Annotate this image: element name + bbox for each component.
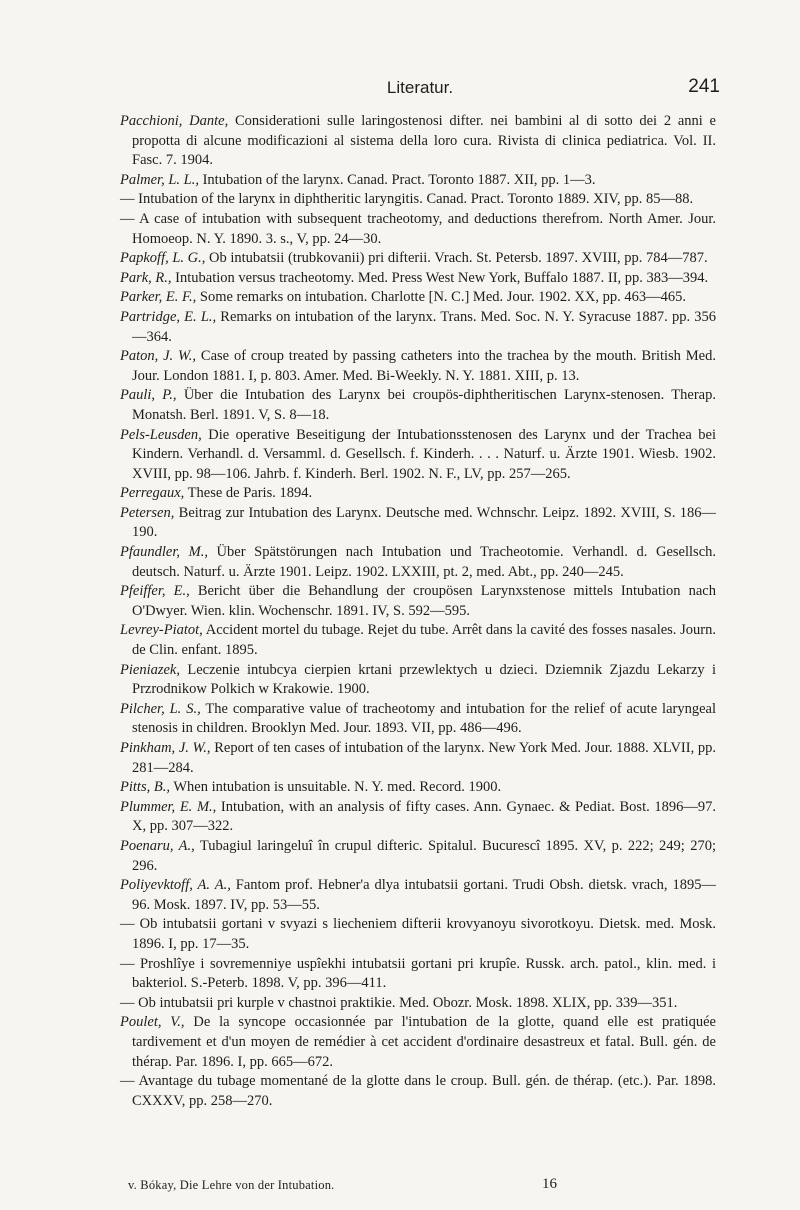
- entry-author: Plummer, E. M.,: [120, 798, 217, 815]
- bibliography-entry: [120, 308, 716, 347]
- entry-text: Tubagiul laringeluî în crupul difteric. Spitalul. Bucurescî 1895. XV, p. 222; 249; 270; 296.: [132, 837, 716, 874]
- entry-text: — Ob intubatsii gortani v svyazi s liecheniem difterii krovyanoyu sivorotkoyu. Dietsk. med. Mosk. 1896. I, pp. 17—35.: [120, 916, 716, 952]
- entry-text: Some remarks on intubation. Charlotte [N. C.] Med. Jour. 1902. XX, pp. 463—465.: [196, 289, 686, 306]
- bibliography-entry: [120, 249, 716, 269]
- bibliography-entry: [120, 955, 716, 994]
- entry-author: Pitts, B.,: [120, 779, 170, 796]
- entry-text: De la syncope occasionnée par l'intubation de la glotte, quand elle est pratiquée tardivement et d'un moyen de remédier à cet accident d'ordinaire desastreux et fatal. Bull. gén. de thérap. Par. 1896. I, pp. 665—672.: [132, 1014, 716, 1070]
- bibliography-entry: [120, 994, 716, 1014]
- entry-author: Poulet, V.,: [120, 1014, 185, 1031]
- bibliography-entry: [120, 837, 716, 876]
- entry-author: Papkoff, L. G.,: [120, 250, 206, 267]
- bibliography-entry: [120, 915, 716, 954]
- bibliography-entry: [120, 543, 716, 582]
- entry-author: Pinkham, J. W.,: [120, 740, 211, 756]
- bibliography-entry: [120, 269, 716, 289]
- entry-text: Intubation, with an analysis of fifty cases. Ann. Gynaec. & Pediat. Bost. 1896—97. X, pp. 307—322.: [132, 798, 716, 835]
- bibliography-entry: [120, 661, 716, 700]
- entry-text: — Ob intubatsii pri kurple v chastnoi praktikie. Med. Obozr. Mosk. 1898. XLIX, pp. 339—351.: [120, 994, 678, 1011]
- entry-author: Parker, E. F.,: [120, 289, 197, 306]
- entry-author: Pieniazek,: [120, 661, 180, 678]
- entry-text: Über die Intubation des Larynx bei croupös-diphtheritischen Larynx-stenosen. Therap. Monatsh. Berl. 1891. V, S. 8—18.: [132, 387, 716, 423]
- entry-text: Ob intubatsii (trubkovanii) pri difterii. Vrach. St. Petersb. 1897. XVIII, pp. 784—787.: [205, 250, 708, 267]
- bibliography-entry: [120, 1013, 716, 1072]
- bibliography-entry: [120, 484, 716, 504]
- entry-author: Palmer, L. L.,: [120, 171, 199, 188]
- entry-author: Park, R.,: [120, 269, 172, 286]
- page-footer: [120, 1178, 720, 1196]
- entry-author: Pfaundler, M.,: [120, 544, 208, 561]
- entry-text: The comparative value of tracheotomy and intubation for the relief of acute laryngeal stenosis in children. Brooklyn Med. Jour. 1893. VII, pp. 486—496.: [132, 700, 716, 737]
- entry-text: Bericht über die Behandlung der croupösen Larynxstenose mittels Intubation nach O'Dwyer. Wien. klin. Wochenschr. 1891. IV, S. 592—595.: [132, 583, 716, 619]
- bibliography-entry: [120, 1072, 716, 1111]
- entry-text: These de Paris. 1894.: [184, 485, 313, 502]
- entry-text: — Intubation of the larynx in diphtheritic laryngitis. Canad. Pract. Toronto 1889. XIV, pp. 85—88.: [120, 191, 694, 208]
- bibliography-entry: [120, 386, 716, 425]
- entry-text: Beitrag zur Intubation des Larynx. Deutsche med. Wchnschr. Leipz. 1892. XVIII, S. 186—190.: [132, 504, 716, 541]
- bibliography-entry: [120, 798, 716, 837]
- entry-text: Accident mortel du tubage. Rejet du tube. Arrêt dans la cavité des fosses nasales. Journ. de Clin. enfant. 1895.: [132, 622, 716, 659]
- entry-author: Pilcher, L. S.,: [120, 700, 201, 717]
- entry-author: Pacchioni, Dante,: [120, 113, 229, 129]
- bibliography-entry: [120, 190, 716, 210]
- bibliography-entry: [120, 347, 716, 386]
- entry-author: Poliyevktoff, A. A.,: [120, 877, 231, 894]
- page-number: 241: [688, 76, 720, 97]
- entry-text: Considerationi sulle laringostenosi difter. nei bambini al di sotto dei 2 anni e propotta di alcune modificazioni al sistema della loro cura. Rivista di clinica pediatrica. Vol. II. Fasc. 7. 1904.: [132, 113, 716, 169]
- footer-book-title: v. Bókay, Die Lehre von der Intubation.: [128, 1178, 335, 1192]
- bibliography-entry: [120, 700, 716, 739]
- entry-text: Case of croup treated by passing catheters into the trachea by the mouth. British Med. Jour. London 1881. I, p. 803. Amer. Med. Bi-Weekly. N. Y. 1881. XIII, p. 13.: [132, 348, 716, 384]
- entry-author: Pauli, P.,: [120, 387, 177, 404]
- bibliography-entry: [120, 582, 716, 621]
- running-header: [120, 76, 720, 100]
- entry-author: Pels-Leusden,: [120, 426, 202, 443]
- entry-author: Partridge, E. L.,: [120, 308, 217, 325]
- bibliography-entry: [120, 876, 716, 915]
- entry-author: Pfeiffer, E.,: [120, 583, 190, 600]
- entry-author: Levrey-Piatot,: [120, 622, 203, 639]
- entry-text: — A case of intubation with subsequent tracheotomy, and deductions therefrom. North Amer. Jour. Homoeop. N. Y. 1890. 3. s., V, pp. 24—30.: [120, 210, 716, 247]
- entry-text: Leczenie intubcya cierpien krtani przewlektych u dzieci. Dziemnik Zjazdu Lekarzy i Przrodnikow Polkich w Krakowie. 1900.: [132, 661, 716, 698]
- entry-text: — Avantage du tubage momentané de la glotte dans le croup. Bull. gén. de thérap. (etc.). Par. 1898. CXXXV, pp. 258—270.: [120, 1073, 716, 1109]
- entry-author: Perregaux,: [120, 485, 185, 502]
- entry-text: Remarks on intubation of the larynx. Trans. Med. Soc. N. Y. Syracuse 1887. pp. 356—364.: [132, 308, 716, 345]
- entry-text: When intubation is unsuitable. N. Y. med. Record. 1900.: [169, 779, 502, 796]
- entry-text: — Proshlîye i sovremenniye uspîekhi intubatsii gortani pri krupîe. Russk. arch. patol., klin. med. i bakteriol. S.-Peterb. 1898. V, pp. 396—411.: [120, 955, 716, 992]
- entry-author: Poenaru, A.,: [120, 837, 195, 854]
- entry-author: Petersen,: [120, 504, 175, 521]
- bibliography-entry: [120, 739, 716, 778]
- bibliography-entry: [120, 171, 716, 191]
- entry-text: Report of ten cases of intubation of the larynx. New York Med. Jour. 1888. XLVII, pp. 281—284.: [132, 740, 716, 776]
- bibliography-entry: [120, 504, 716, 543]
- bibliography-entry: [120, 210, 716, 249]
- bibliography-entry: [120, 426, 716, 485]
- bibliography-entry: [120, 112, 716, 171]
- bibliography-entry: [120, 621, 716, 660]
- entry-text: Intubation versus tracheotomy. Med. Press West New York, Buffalo 1887. II, pp. 383—394.: [171, 269, 709, 286]
- running-title: Literatur.: [386, 78, 454, 97]
- entry-author: Paton, J. W.,: [120, 348, 197, 365]
- entry-text: Die operative Beseitigung der Intubationsstenosen des Larynx und der Trachea bei Kindern. Verhandl. d. Versamml. d. Gesellsch. f. Kinderh. . . . Naturf. u. Ärzte 1901. Wiesb. 1902. XVIII, pp. 98—106. Jahrb. f. Kinderh. Berl. 1902. N. F., LV, pp. 257—265.: [132, 426, 716, 482]
- entry-text: Über Spätstörungen nach Intubation und Tracheotomie. Verhandl. d. Gesellsch. deutsch. Naturf. u. Ärzte 1901. Leipz. 1902. LXXIII, pt. 2, med. Abt., pp. 240—245.: [132, 544, 716, 580]
- signature-mark: 16: [542, 1176, 557, 1192]
- entry-text: Intubation of the larynx. Canad. Pract. Toronto 1887. XII, pp. 1—3.: [198, 171, 596, 188]
- bibliography-list: [120, 112, 716, 1111]
- bibliography-entry: [120, 778, 716, 798]
- bibliography-entry: [120, 288, 716, 308]
- entry-text: Fantom prof. Hebner'a dlya intubatsii gortani. Trudi Obsh. dietsk. vrach, 1895—96. Mosk. 1897. IV, pp. 53—55.: [132, 877, 716, 913]
